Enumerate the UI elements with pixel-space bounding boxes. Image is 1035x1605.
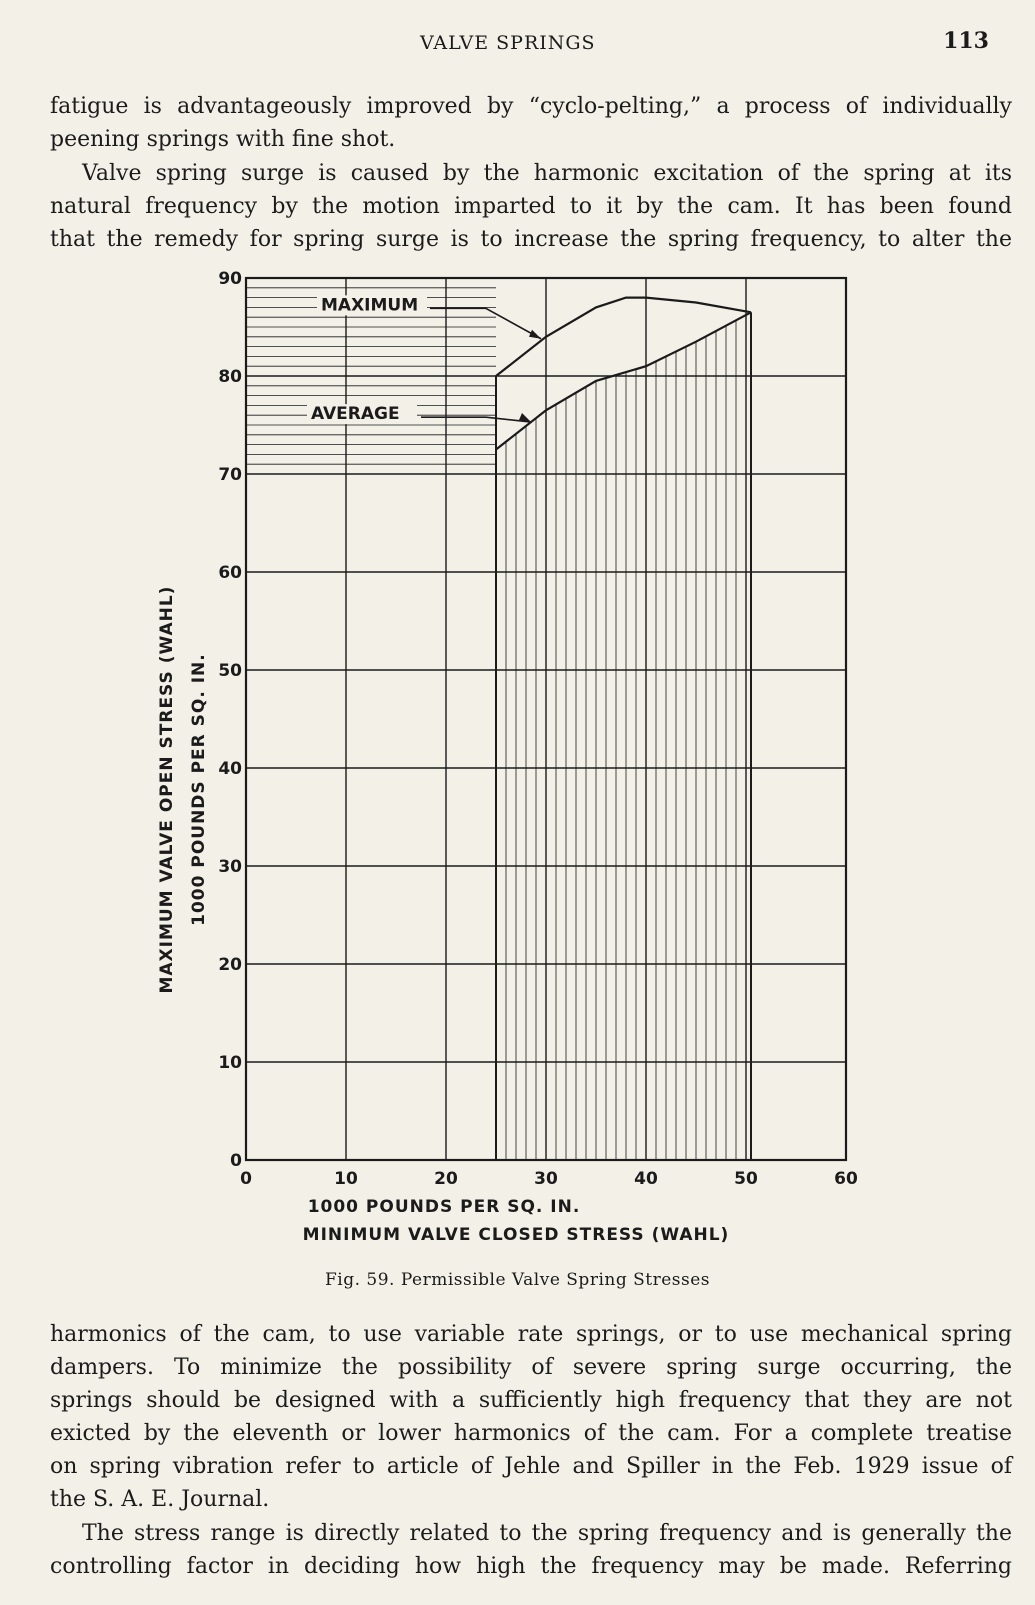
x-tick-label: 30 — [534, 1169, 558, 1189]
text-line: controlling factor in deciding how high the frequency may be made. Referring — [50, 1554, 1012, 1579]
page-number: 113 — [943, 28, 989, 54]
y-tick-label: 40 — [218, 759, 242, 779]
x-tick-label: 20 — [434, 1169, 458, 1189]
text-line: exicted by the eleventh or lower harmonics of the cam. For a complete treatise — [50, 1421, 1012, 1446]
text-line: that the remedy for spring surge is to increase the spring frequency, to alter the — [50, 227, 1012, 252]
text-line: Valve spring surge is caused by the harmonic excitation of the spring at its — [82, 161, 1012, 186]
paragraph-2 — [50, 157, 1012, 256]
annotation-arrowhead — [529, 330, 541, 339]
y-tick-label: 70 — [218, 465, 242, 485]
x-tick-label: 0 — [240, 1169, 252, 1189]
text-line: natural frequency by the motion imparted to it by the cam. It has been found — [50, 194, 1012, 219]
text-line: on spring vibration refer to article of Jehle and Spiller in the Feb. 1929 issue of — [50, 1454, 1012, 1479]
y-axis-label-units: 1000 POUNDS PER SQ. IN. — [189, 653, 209, 926]
x-axis-label-units: 1000 POUNDS PER SQ. IN. — [307, 1197, 581, 1217]
x-tick-label: 50 — [734, 1169, 758, 1189]
text-line: peening springs with fine shot. — [50, 127, 396, 152]
text-line: fatigue is advantageously improved by “cyclo-pelting,” a process of individually — [50, 94, 1012, 119]
paragraph-4 — [50, 1517, 1012, 1583]
x-axis-label: MINIMUM VALVE CLOSED STRESS (WAHL) — [302, 1225, 730, 1245]
figure-59-chart — [150, 270, 890, 1250]
text-line: the S. A. E. Journal. — [50, 1487, 270, 1512]
y-tick-label: 60 — [218, 563, 242, 583]
figure-caption: Fig. 59. Permissible Valve Spring Stresses — [324, 1270, 711, 1290]
text-line: dampers. To minimize the possibility of severe spring surge occurring, the — [50, 1355, 1012, 1380]
x-tick-label: 60 — [834, 1169, 858, 1189]
paragraph-3 — [50, 1318, 1012, 1516]
text-line: The stress range is directly related to the spring frequency and is generally the — [82, 1521, 1012, 1546]
chart-svg — [150, 270, 890, 1250]
annotation-maximum: MAXIMUM — [321, 295, 419, 316]
y-tick-label: 30 — [218, 857, 242, 877]
x-tick-label: 10 — [334, 1169, 358, 1189]
running-head: VALVE SPRINGS — [420, 32, 596, 54]
y-tick-label: 50 — [218, 661, 242, 681]
annotation-average: AVERAGE — [311, 404, 400, 425]
y-tick-label: 20 — [218, 955, 242, 975]
x-tick-label: 40 — [634, 1169, 658, 1189]
y-tick-label: 0 — [230, 1151, 242, 1171]
text-line: springs should be designed with a sufficiently high frequency that they are not — [50, 1388, 1012, 1413]
y-tick-label: 80 — [218, 367, 242, 387]
y-tick-label: 10 — [218, 1053, 242, 1073]
y-axis-label: MAXIMUM VALVE OPEN STRESS (WAHL) — [157, 585, 177, 994]
paragraph-1 — [50, 90, 1012, 156]
annotation-leader-line — [421, 417, 531, 422]
text-line: harmonics of the cam, to use variable rate springs, or to use mechanical spring — [50, 1322, 1012, 1347]
page-header — [0, 26, 1035, 56]
y-tick-label: 90 — [218, 270, 242, 289]
